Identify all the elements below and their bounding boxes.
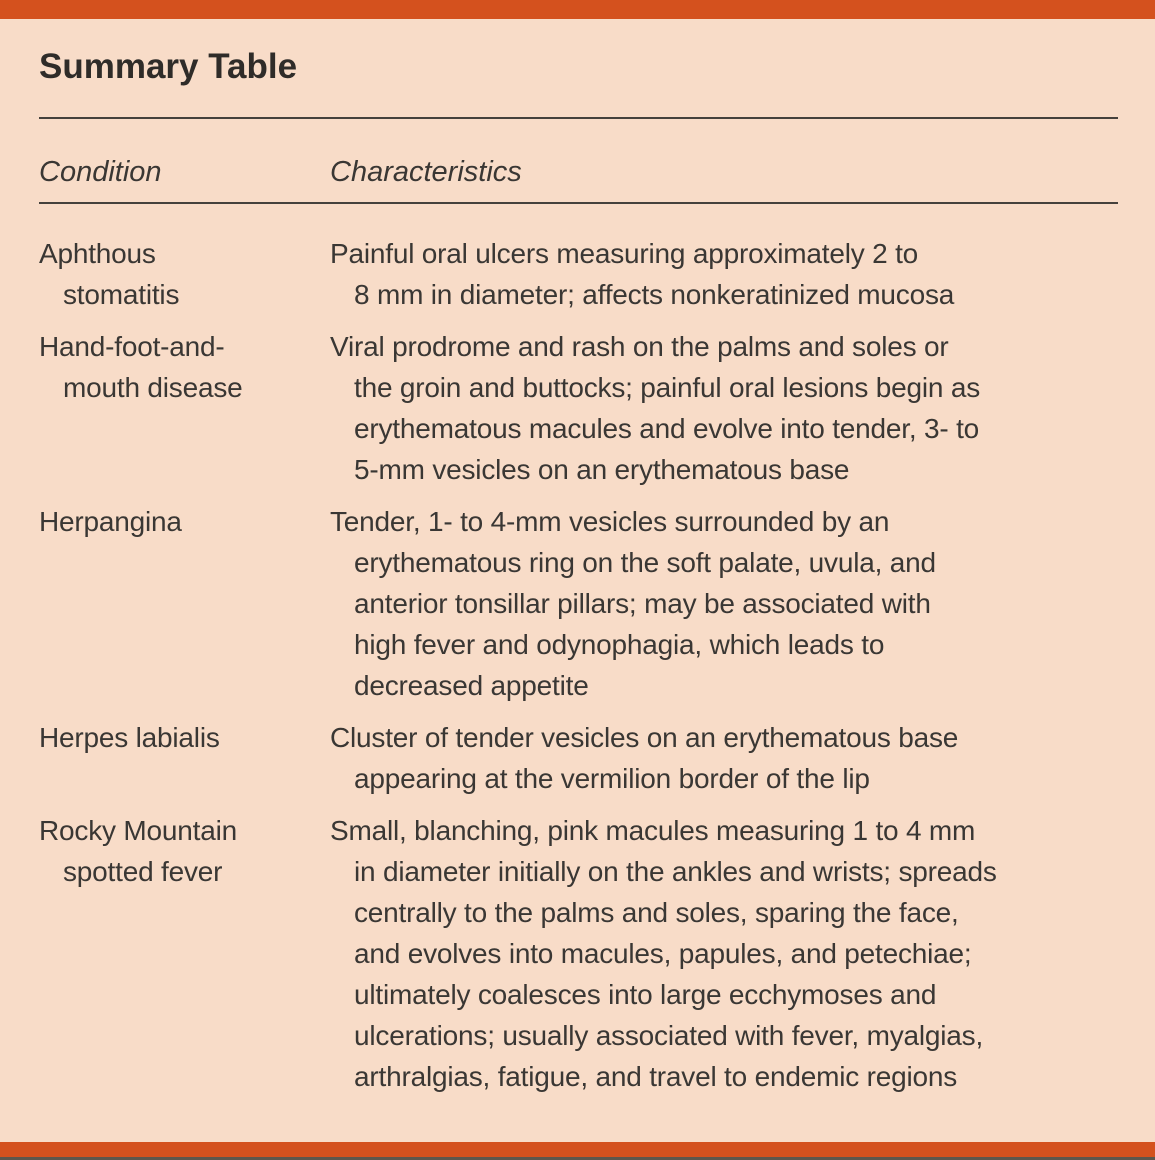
characteristics-cell (330, 326, 1118, 490)
condition-cell-line: mouth disease (63, 372, 243, 403)
condition-cell-line: Aphthous (39, 238, 156, 269)
page-title: Summary Table (39, 47, 298, 86)
table-header-row (39, 152, 1118, 193)
table-body (39, 233, 1118, 1097)
characteristics-cell-line: appearing at the vermilion border of the lip (354, 763, 870, 794)
characteristics-cell-line: Painful oral ulcers measuring approximately 2 to (330, 238, 919, 269)
characteristics-cell-line: decreased appetite (354, 670, 589, 701)
table-row (39, 501, 1118, 706)
table-row (39, 233, 1118, 315)
characteristics-cell-line: ulcerations; usually associated with fever, myalgias, (354, 1020, 984, 1051)
condition-cell (39, 326, 330, 490)
characteristics-cell-line: ultimately coalesces into large ecchymoses and (354, 979, 937, 1010)
characteristics-cell-line: Small, blanching, pink macules measuring 1 to 4 mm (330, 815, 976, 846)
condition-cell (39, 501, 330, 706)
condition-cell-line: Hand-foot-and- (39, 331, 225, 362)
table-row (39, 326, 1118, 490)
characteristics-cell-line: Tender, 1- to 4-mm vesicles surrounded by an (330, 506, 890, 537)
characteristics-cell-line: Cluster of tender vesicles on an erythematous base (330, 722, 959, 753)
condition-cell (39, 810, 330, 1097)
condition-cell-line: Rocky Mountain (39, 815, 237, 846)
condition-cell-line: stomatitis (63, 279, 180, 310)
header-divider (39, 202, 1118, 204)
characteristics-cell-line: anterior tonsillar pillars; may be associated with (354, 588, 931, 619)
bottom-accent-bar (0, 1142, 1155, 1157)
characteristics-cell-line: 8 mm in diameter; affects nonkeratinized mucosa (354, 279, 955, 310)
condition-cell-line: Herpes labialis (39, 722, 220, 753)
table-row (39, 810, 1118, 1097)
characteristics-cell-line: the groin and buttocks; painful oral lesions begin as (354, 372, 981, 403)
column-header-condition: Condition (39, 156, 162, 188)
characteristics-cell-line: in diameter initially on the ankles and wrists; spreads (354, 856, 997, 887)
title-divider (39, 117, 1118, 119)
condition-cell (39, 717, 330, 799)
condition-cell-line: spotted fever (63, 856, 223, 887)
characteristics-cell (330, 501, 1118, 706)
characteristics-cell-line: centrally to the palms and soles, sparing the face, (354, 897, 959, 928)
characteristics-cell (330, 717, 1118, 799)
top-accent-bar (0, 0, 1155, 19)
characteristics-cell-line: erythematous macules and evolve into tender, 3- to (354, 413, 980, 444)
characteristics-cell-line: high fever and odynophagia, which leads to (354, 629, 885, 660)
characteristics-cell (330, 810, 1118, 1097)
table-content (39, 19, 1118, 1097)
characteristics-cell (330, 233, 1118, 315)
column-header-characteristics: Characteristics (330, 156, 522, 188)
characteristics-cell-line: arthralgias, fatigue, and travel to endemic regions (354, 1061, 958, 1092)
table-row (39, 717, 1118, 799)
characteristics-cell-line: erythematous ring on the soft palate, uvula, and (354, 547, 936, 578)
condition-cell-line: Herpangina (39, 506, 182, 537)
condition-cell (39, 233, 330, 315)
characteristics-cell-line: 5-mm vesicles on an erythematous base (354, 454, 850, 485)
characteristics-cell-line: Viral prodrome and rash on the palms and soles or (330, 331, 949, 362)
characteristics-cell-line: and evolves into macules, papules, and petechiae; (354, 938, 972, 969)
